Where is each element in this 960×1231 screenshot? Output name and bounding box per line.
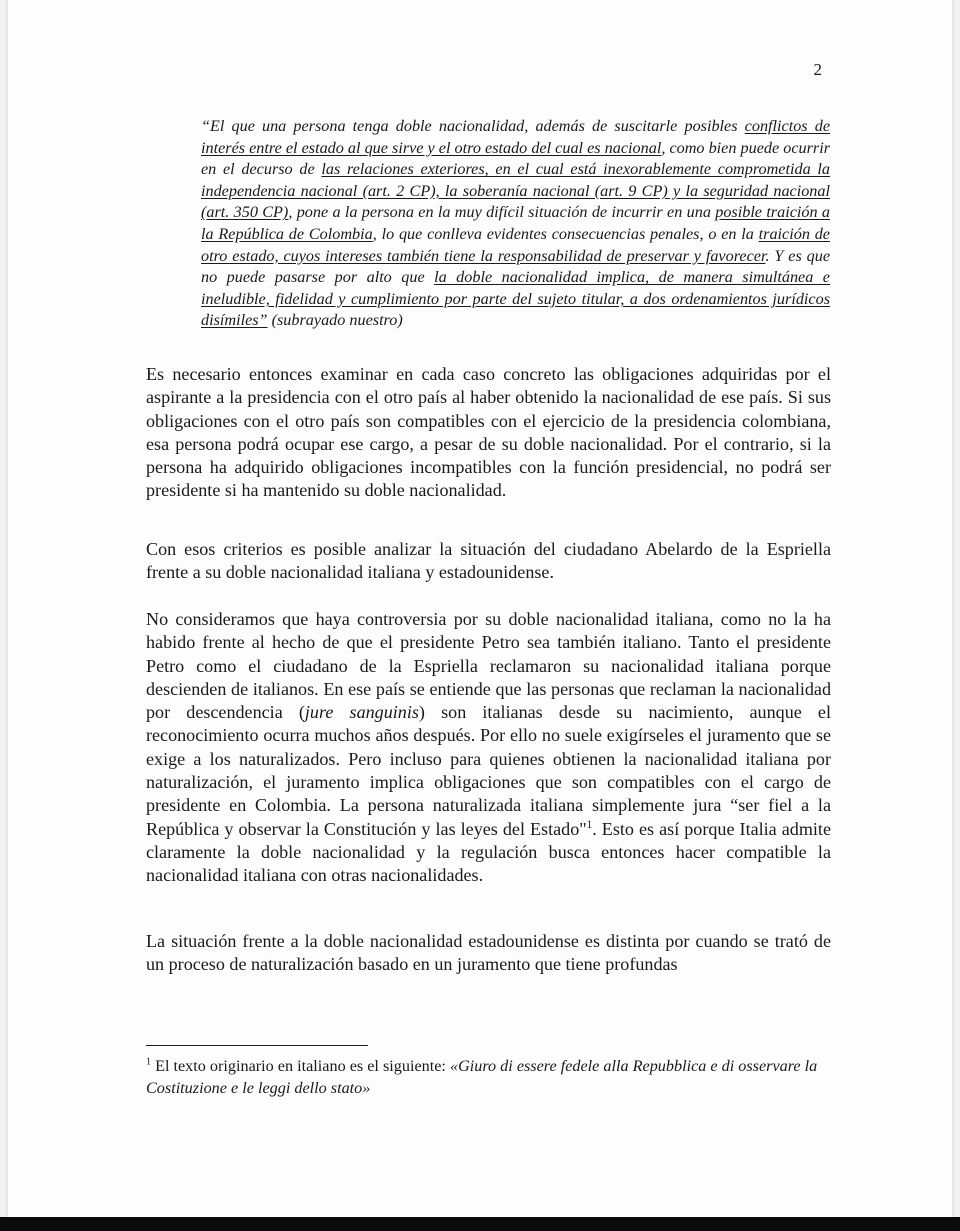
document-page <box>8 0 952 1217</box>
quote-text: “El que una persona tenga doble nacionalidad, además de suscitarle posibles <box>201 117 745 135</box>
paragraph-text: . Esto es así porque Italia admite claramente la doble nacionalidad y la regulación busca entonces hacer compatible la nacionalidad italiana con otras nacionalidades. <box>146 818 831 886</box>
latin-term: jure sanguinis <box>304 702 419 723</box>
page-number: 2 <box>813 60 822 79</box>
quote-text: . Y es que no puede pasarse por alto que <box>201 246 830 287</box>
footnote-marker: 1 <box>146 1056 152 1068</box>
quote-underlined-text: conflictos de interés entre el estado al que sirve y el otro estado del cual es nacional <box>201 117 831 157</box>
footnote-text: El texto originario en italiano es el siguiente: <box>151 1057 450 1075</box>
quote-text: , lo que conlleva evidentes consecuencias penales, o en la <box>372 224 759 243</box>
quote-text: (subrayado nuestro) <box>267 311 403 330</box>
quote-underlined-text: la doble nacionalidad implica, de manera simultánea e ineludible, fidelidad y cumplimiento por parte del sujeto titular, a dos ordenamientos jurídicos disímiles” <box>201 268 830 330</box>
bottom-bar <box>0 1217 960 1231</box>
footnote-separator <box>146 1045 368 1046</box>
paragraph: Es necesario entonces examinar en cada caso concreto las obligaciones adquiridas por el aspirante a la presidencia con el otro país al haber obtenido la nacionalidad de ese país. Si sus obligaciones con el otro país son compatibles con el ejercicio de la presidencia colombiana, esa persona podrá ocupar ese cargo, a pesar de su doble nacionalidad. Por el contrario, si la persona ha adquirido obligaciones incompatibles con la función presidencial, no podrá ser presidente si ha mantenido su doble nacionalidad. <box>146 364 831 501</box>
quote-underlined-text: traición de otro estado, cuyos intereses también tiene la responsabilidad de preservar y favorecer <box>201 224 830 265</box>
quote-underlined-text: las relaciones exteriores, en el cual está inexorablemente comprometida la independencia nacional (art. 2 CP), la soberanía nacional (art. 9 CP) y la seguridad nacional (art. 350 CP) <box>201 160 830 222</box>
paragraph <box>146 608 831 888</box>
paragraph-text: ) son italianas desde su nacimiento, aunque el reconocimiento ocurra muchos años después. Por ello no suele exigírseles el juramento que se exige a los naturalizados. Pero incluso para quienes obtienen la nacionalidad italiana por naturalización, el juramento implica obligaciones que son compatibles con el cargo de presidente en Colombia. La persona naturalizada italiana simplemente jura “ser fiel a la República y observar la Constitución y las leyes del Estado" <box>146 702 831 839</box>
footnote-italic-text: «Giuro di essere fedele alla Repubblica e di osservare la Costituzione e le leggi dello stato» <box>146 1057 818 1097</box>
footnote-reference[interactable]: 1 <box>586 818 593 831</box>
quote-underlined-text: posible traición a la República de Colombia <box>201 203 830 243</box>
quote-text: , como bien puede ocurrir en el decurso de <box>201 138 830 179</box>
paragraph-text: No consideramos que haya controversia por su doble nacionalidad italiana, como no la ha habido frente al hecho de que el presidente Petro sea también italiano. Tanto el presidente Petro como el ciudadano de la Espriella reclamaron su nacionalidad italiana porque descienden de italianos. En ese país se entiende que las personas que reclaman la nacionalidad por descendencia ( <box>146 609 831 723</box>
paragraph: Con esos criterios es posible analizar la situación del ciudadano Abelardo de la Espriella frente a su doble nacionalidad italiana y estadounidense. <box>146 539 831 583</box>
quote-text: , pone a la persona en la muy difícil situación de incurrir en una <box>288 203 716 222</box>
footnote <box>146 1055 831 1099</box>
paragraph: La situación frente a la doble nacionalidad estadounidense es distinta por cuando se trató de un proceso de naturalización basado en un juramento que tiene profundas <box>146 931 831 975</box>
block-quote <box>201 116 830 332</box>
